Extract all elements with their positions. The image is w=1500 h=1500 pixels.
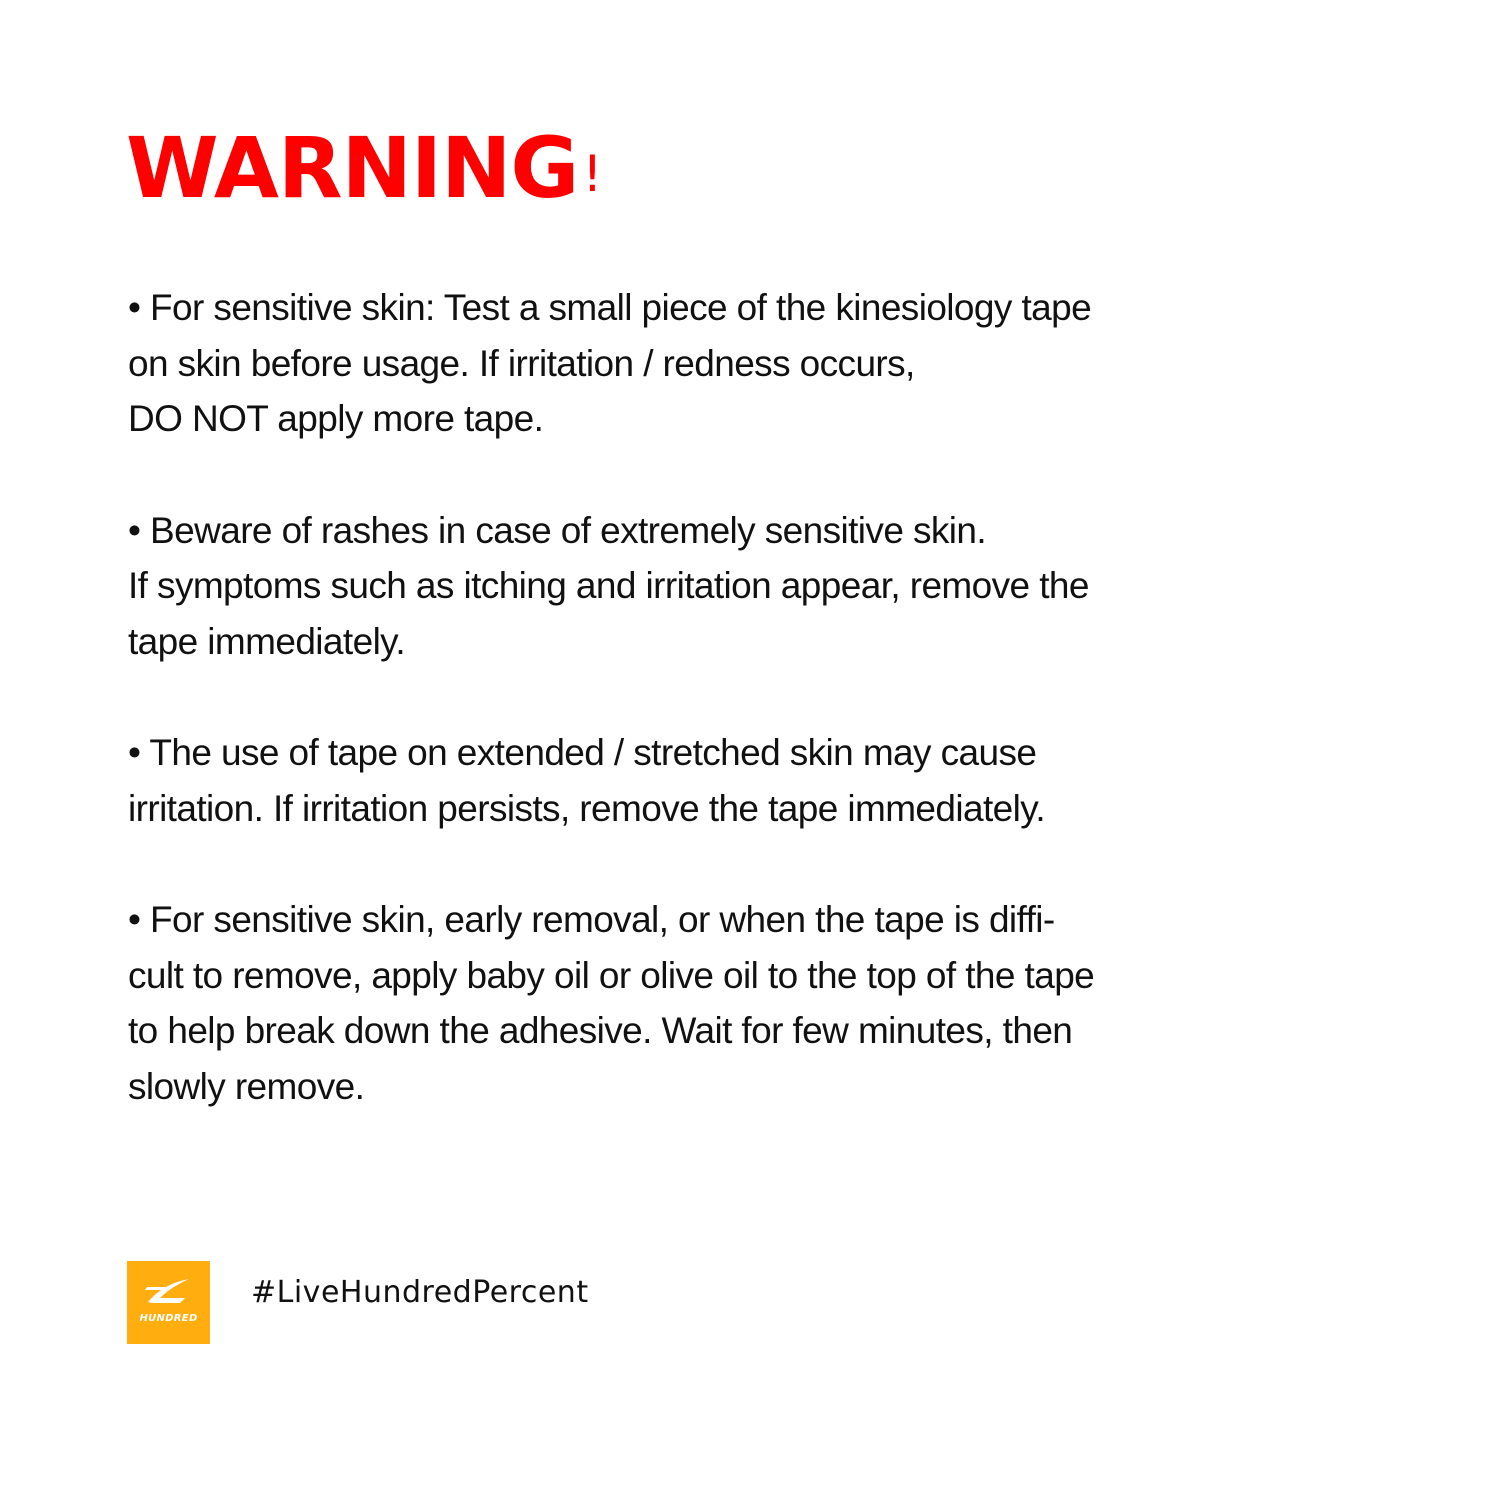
hashtag-text: #LiveHundredPercent — [251, 1275, 589, 1310]
warning-line: tape immediately. — [128, 620, 406, 662]
hundred-logo-wordmark: HUNDRED — [139, 1313, 198, 1324]
warning-line: slowly remove. — [128, 1065, 365, 1107]
hundred-logo — [127, 1261, 210, 1344]
warning-list — [128, 280, 1268, 1114]
warning-line: • For sensitive skin, early removal, or when the tape is diffi- — [128, 899, 1055, 940]
warning-line: irritation. If irritation persists, remove the tape immediately. — [128, 787, 1046, 829]
warning-line: • Beware of rashes in case of extremely sensitive skin. — [128, 509, 987, 551]
warning-line: cult to remove, apply baby oil or olive oil to the top of the tape — [128, 954, 1095, 996]
warning-line: on skin before usage. If irritation / redness occurs, — [128, 342, 915, 384]
warning-item-rashes — [128, 503, 1268, 670]
warning-line: • For sensitive skin: Test a small piece of the kinesiology tape — [128, 287, 1092, 328]
footer — [127, 1261, 727, 1344]
warning-item-stretched-skin — [128, 725, 1268, 836]
warning-heading — [126, 118, 601, 224]
hundred-swoosh-icon — [142, 1275, 196, 1309]
warning-line: DO NOT apply more tape. — [128, 398, 544, 439]
warning-item-removal — [128, 892, 1268, 1114]
warning-line: • The use of tape on extended / stretched skin may cause — [128, 732, 1037, 773]
warning-exclamation-mark: ! — [582, 145, 602, 203]
warning-line: to help break down the adhesive. Wait for few minutes, then — [128, 1010, 1073, 1051]
warning-line: If symptoms such as itching and irritation appear, remove the — [128, 565, 1089, 606]
warning-item-sensitive-skin-test — [128, 280, 1268, 447]
warning-heading-text: WARNING — [126, 119, 579, 217]
